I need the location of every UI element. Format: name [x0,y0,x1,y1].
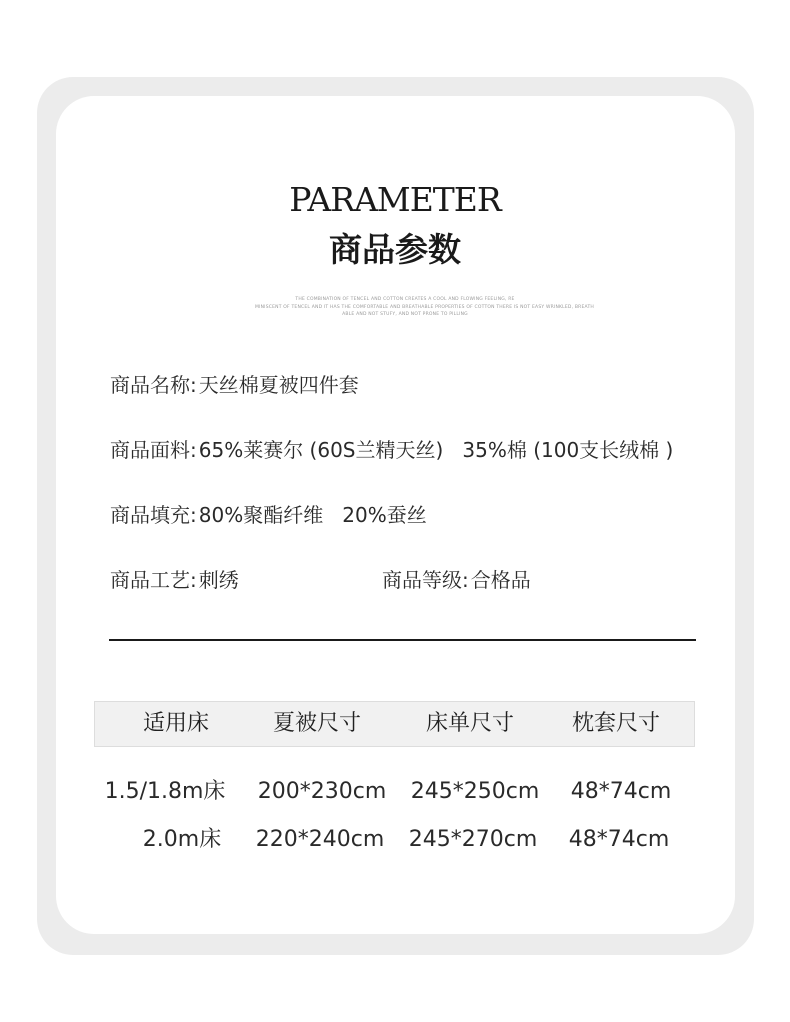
title-chinese: 商品参数 [329,230,461,269]
param-filling [110,502,427,528]
table-cell: 48*74cm [568,827,670,852]
param-craft-value: 刺绣 [198,568,239,592]
table-header-sheet: 床单尺寸 [425,711,514,736]
table-cell: 2.0m床 [142,827,222,852]
param-name [110,372,359,398]
param-craft [110,567,239,593]
param-name-label: 商品名称: [110,373,197,397]
fine-print [255,296,594,319]
param-filling-value: 80%聚酯纤维 20%蚕丝 [198,503,427,527]
fine-print-line: MINISCENT OF TENCEL AND IT HAS THE COMFORTABLE AND BREATHABLE PROPERTIES OF COTTON THERE IS NOT EASY WRINKLED, BREATH [255,304,594,310]
param-grade-label: 商品等级: [382,568,469,592]
param-grade-value: 合格品 [470,568,531,592]
param-name-value: 天丝棉夏被四件套 [198,373,359,397]
param-grade [382,567,531,593]
table-header-pillowcase: 枕套尺寸 [571,711,660,736]
table-header-quilt: 夏被尺寸 [272,711,361,736]
table-cell: 245*270cm [408,827,538,852]
table-cell: 200*230cm [257,779,387,804]
param-fabric-label: 商品面料: [110,438,197,462]
table-header-bed: 适用床 [142,711,209,736]
fine-print-line: ABLE AND NOT STUFY, AND NOT PRONE TO PILLING [342,312,468,317]
table-cell: 1.5/1.8m床 [104,779,226,804]
table-cell: 220*240cm [255,827,385,852]
param-craft-label: 商品工艺: [110,568,197,592]
table-cell: 48*74cm [570,779,672,804]
fine-print-line: THE COMBINATION OF TENCEL AND COTTON CREATES A COOL AND FLOWING FEELING, RE [295,297,515,302]
title-english: PARAMETER [289,180,501,219]
param-fabric [110,437,673,463]
table-cell: 245*250cm [410,779,540,804]
param-fabric-value: 65%莱赛尔 (60S兰精天丝) 35%棉 (100支长绒棉 ) [198,438,674,462]
param-filling-label: 商品填充: [110,503,197,527]
section-divider [109,639,696,641]
